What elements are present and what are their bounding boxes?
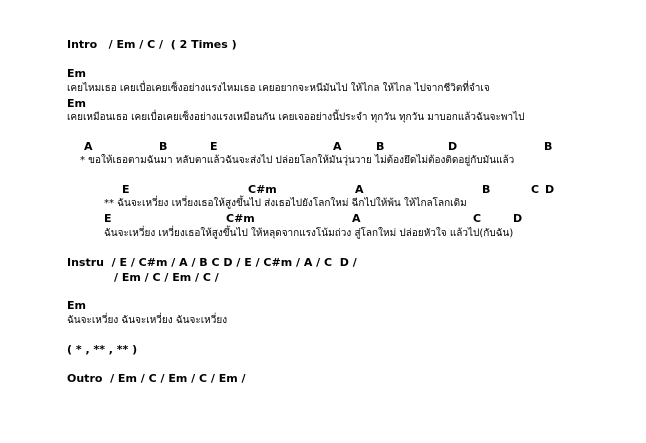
chord-mark: B xyxy=(376,140,385,153)
chord-mark: A xyxy=(355,183,364,196)
chord-mark: C#m xyxy=(248,183,277,196)
instru-line-1: Instru / E / C#m / A / B C D / E / C#m / A / C D / xyxy=(67,256,357,269)
outro-line: Outro / Em / C / Em / C / Em / xyxy=(67,372,246,385)
chorus-lyric-1: ** ฉันจะเหวี่ยง เหวี่ยงเธอให้สูงขึ้นไป ส่งเธอไปยังโลกใหม่ ฉีกไปให้พ้น ให้ไกลโลกเดิม xyxy=(104,198,467,209)
verse-chord-2: Em xyxy=(67,97,86,110)
intro-line: Intro / Em / C / ( 2 Times ) xyxy=(67,38,237,51)
chord-mark: D xyxy=(513,212,523,225)
chord-mark: E xyxy=(104,212,112,225)
verse-chord-1: Em xyxy=(67,67,86,80)
chord-mark: B xyxy=(159,140,168,153)
chord-mark: E xyxy=(122,183,130,196)
chord-mark: D xyxy=(545,183,555,196)
repeat-marker: ( * , ** , ** ) xyxy=(67,343,138,356)
chord-mark: C xyxy=(531,183,540,196)
chord-mark: C#m xyxy=(226,212,255,225)
chord-mark: A xyxy=(84,140,93,153)
chord-mark: E xyxy=(210,140,218,153)
chord-mark: B xyxy=(544,140,553,153)
verse-lyric-1: เคยไหมเธอ เคยเบื่อเคยเซ็งอย่างแรงไหมเธอ เคยอยากจะหนีมันไป ให้ไกล ให้ไกล ไปจากชีวิตที่จำเจ xyxy=(67,83,490,94)
bridge-chord: Em xyxy=(67,299,86,312)
pre-chorus-lyric: * ขอให้เธอตามฉันมา หลับตาแล้วฉันจะส่งไป ปล่อยโลกให้มันวุ่นวาย ไม่ต้องยึดไม่ต้องติดอยู่กับมันแล้ว xyxy=(80,155,515,166)
chord-mark: A xyxy=(352,212,361,225)
chord-mark: D xyxy=(448,140,458,153)
bridge-lyric: ฉันจะเหวี่ยง ฉันจะเหวี่ยง ฉันจะเหวี่ยง xyxy=(67,315,228,326)
chorus-lyric-2: ฉันจะเหวี่ยง เหวี่ยงเธอให้สูงขึ้นไป ให้หลุดจากแรงโน้มถ่วง สู่โลกใหม่ ปล่อยหัวใจ แล้วไป(กับฉัน) xyxy=(104,228,514,239)
chord-mark: C xyxy=(473,212,482,225)
chord-mark: A xyxy=(333,140,342,153)
instru-line-2: / Em / C / Em / C / xyxy=(114,271,219,284)
chord-mark: B xyxy=(482,183,491,196)
verse-lyric-2: เคยเหมือนเธอ เคยเบื่อเคยเซ็งอย่างแรงเหมือนกัน เคยเจออย่างนี้ประจำ ทุกวัน ทุกวัน มาบอกแล้วฉันจะพาไป xyxy=(67,112,525,123)
